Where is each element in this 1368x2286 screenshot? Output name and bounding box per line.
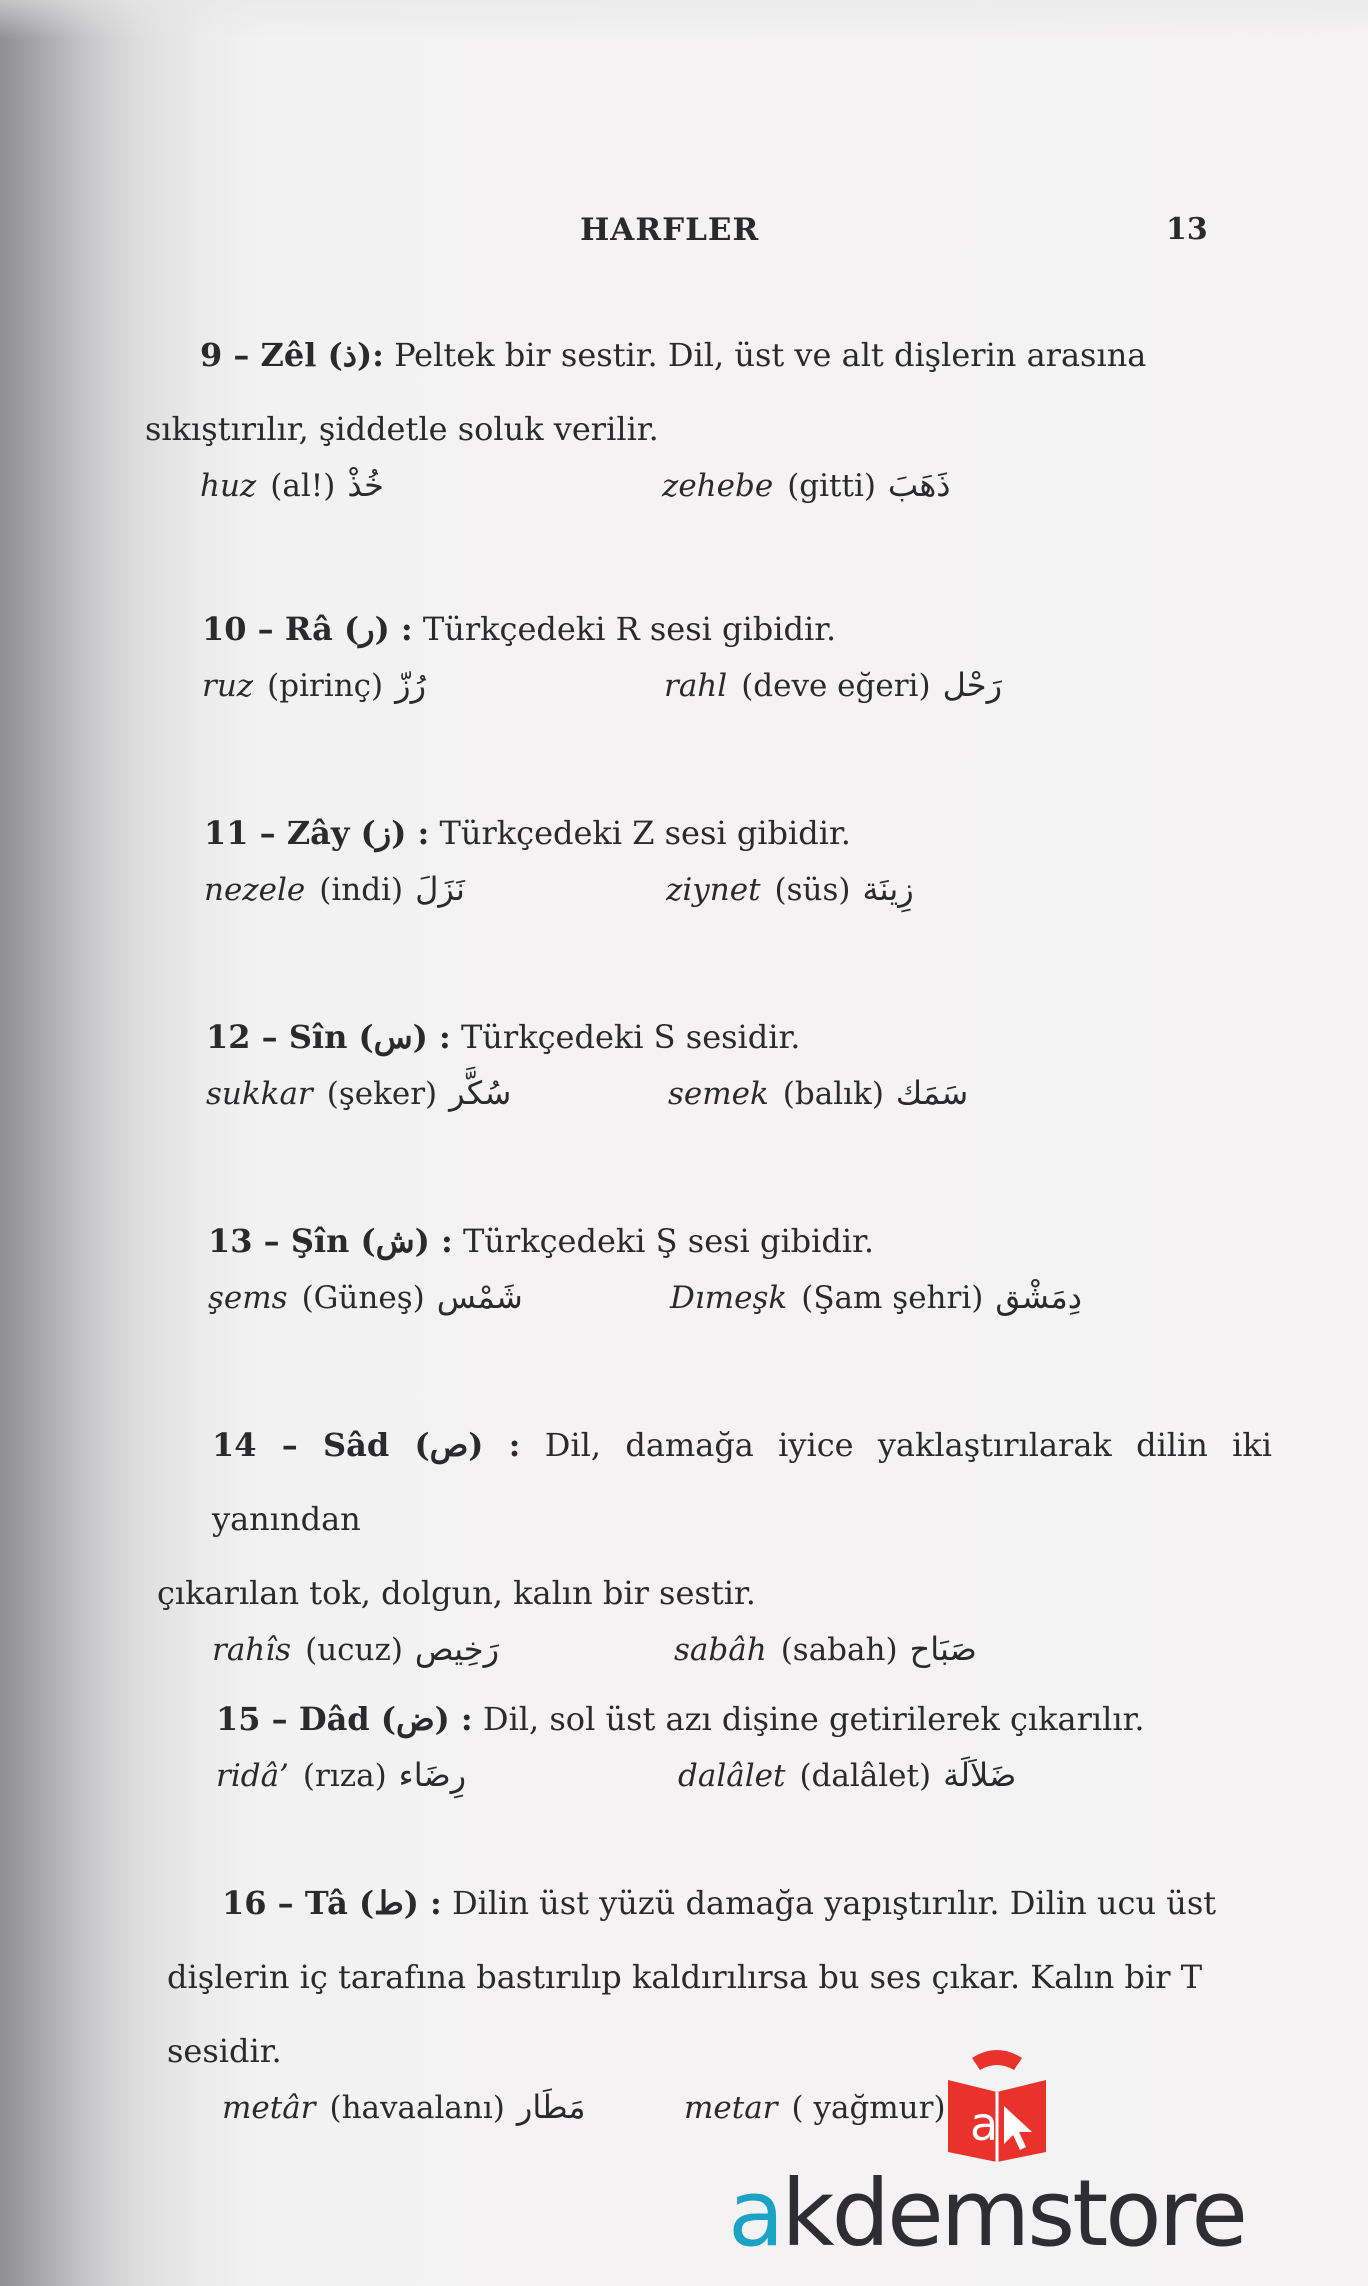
transliteration: ruz [202,668,254,704]
arabic-word: رُزّ [395,666,427,704]
entry-text-continued: dişlerin iç tarafına bastırılıp kaldırılırsa bu ses çıkar. Kalın bir T [167,1958,1203,1996]
entry-label: 15 – Dâd (ض) : [216,1700,473,1738]
meaning: (dalâlet) [799,1758,932,1794]
entry-label: 13 – Şîn (ش) : [208,1222,453,1260]
arabic-word: سُكَّر [449,1074,512,1112]
transliteration: zehebe [662,468,774,504]
entry-label: 14 – Sâd (ص) : [212,1426,521,1464]
entry-text-continued: sesidir. [167,2032,282,2070]
example-words [208,1278,1268,1348]
transliteration: nezele [204,872,306,908]
arabic-word: ذَهَبَ [887,466,951,504]
transliteration: dalâlet [678,1758,786,1794]
meaning: (pirinç) [267,668,384,704]
example-word [208,1278,523,1316]
letter-entry-sin [206,1000,1266,1144]
arabic-word: ضَلاَلَة [943,1756,1017,1794]
book-cursor-logo-icon [938,2040,1056,2162]
brand-rest: kdemstore [781,2160,1245,2267]
letter-entry-dad [216,1682,1276,1826]
example-words [202,666,1262,736]
entry-label: 9 – Zêl (ذ): [200,336,384,374]
meaning: (Güneş) [301,1280,425,1316]
transliteration: metar [684,2090,778,2126]
meaning: (süs) [774,872,851,908]
example-word [202,666,426,704]
brand-prefix: a [728,2160,782,2267]
meaning: (indi) [319,872,404,908]
example-word [678,1756,1016,1794]
example-word [204,870,465,908]
meaning: (al!) [270,468,336,504]
example-word [216,1756,466,1794]
letter-entry-sad [157,1408,1273,1700]
letter-entry-ra [202,592,1262,736]
arabic-word: زِينَة [862,870,914,908]
entry-label: 12 – Sîn (س) : [206,1018,451,1056]
entry-text: Türkçedeki S sesidir. [450,1018,801,1056]
entry-description [202,592,1262,666]
example-words [206,1074,1266,1144]
arabic-word: رَخِيص [414,1630,500,1668]
arabic-word: صَبَاح [909,1630,977,1668]
transliteration: metâr [222,2090,316,2126]
transliteration: sukkar [206,1076,313,1112]
example-words [216,1756,1276,1826]
entry-text-continued: sıkıştırılır, şiddetle soluk verilir. [145,410,659,448]
page-shading [0,0,1368,40]
arabic-word: نَزَلَ [415,870,465,908]
example-word [206,1074,511,1112]
running-head [0,212,1368,262]
meaning: (gitti) [787,468,876,504]
transliteration: ziynet [666,872,761,908]
letter-entry-shin [208,1204,1268,1348]
entry-text: Peltek bir sestir. Dil, üst ve alt dişlerin arasına [383,336,1147,374]
entry-text-continued: çıkarılan tok, dolgun, kalın bir sestir. [157,1574,756,1612]
meaning: (balık) [782,1076,884,1112]
page-number: 13 [1166,212,1208,247]
arabic-word: خُذْ [347,466,384,504]
letter-entry-zel [145,318,1260,536]
example-word [670,1278,1082,1316]
entry-label: 16 – Tâ (ط) : [222,1884,442,1922]
entry-description [145,318,1260,466]
entry-text: Dil, sol üst azı dişine getirilerek çıkarılır. [472,1700,1145,1738]
meaning: ( yağmur) [791,2090,946,2126]
example-words [200,466,1260,536]
arabic-word: سَمَك [895,1074,969,1112]
example-word [212,1630,499,1668]
brand-wordmark [728,2160,1245,2267]
svg-text:a: a [970,2097,999,2151]
meaning: (rıza) [302,1758,387,1794]
example-word [662,466,951,504]
arabic-word: رِضَاء [398,1756,467,1794]
entry-label: 11 – Zây (ز) : [204,814,430,852]
entry-text: Türkçedeki Ş sesi gibidir. [452,1222,875,1260]
arabic-word: شَمْس [436,1278,523,1316]
example-word [222,2088,585,2126]
example-word [674,1630,977,1668]
letter-entry-zay [204,796,1264,940]
arabic-word: رَحْل [942,666,1003,704]
entry-text: Türkçedeki Z sesi gibidir. [429,814,851,852]
meaning: (Şam şehri) [801,1280,984,1316]
entry-text: Dil, damağa iyice yaklaştırılarak dilin iki yanından [212,1426,1273,1538]
transliteration: ridâ’ [216,1758,289,1794]
transliteration: Dımeşk [670,1280,788,1316]
entry-label: 10 – Râ (ر) : [202,610,413,648]
arabic-word: دِمَشْق [995,1278,1082,1316]
transliteration: rahl [664,668,728,704]
transliteration: sabâh [674,1632,767,1668]
transliteration: rahîs [212,1632,292,1668]
meaning: (havaalanı) [329,2090,505,2126]
transliteration: şems [208,1280,288,1316]
meaning: (deve eğeri) [741,668,931,704]
entry-description [206,1000,1266,1074]
example-word [664,666,1002,704]
meaning: (sabah) [780,1632,898,1668]
meaning: (şeker) [326,1076,438,1112]
entry-description [204,796,1264,870]
example-words [204,870,1264,940]
example-word [200,466,384,504]
example-word [668,1074,968,1112]
entry-description [157,1408,1273,1630]
arabic-word: مَطَار [516,2088,586,2126]
entry-text: Türkçedeki R sesi gibidir. [412,610,837,648]
akdemstore-watermark [728,2040,1268,2267]
entry-text: Dilin üst yüzü damağa yapıştırılır. Dilin ucu üst [441,1884,1217,1922]
meaning: (ucuz) [305,1632,403,1668]
running-title: HARFLER [580,212,760,248]
transliteration: semek [668,1076,769,1112]
transliteration: huz [200,468,257,504]
entry-description [208,1204,1268,1278]
example-word [666,870,914,908]
entry-description [216,1682,1276,1756]
